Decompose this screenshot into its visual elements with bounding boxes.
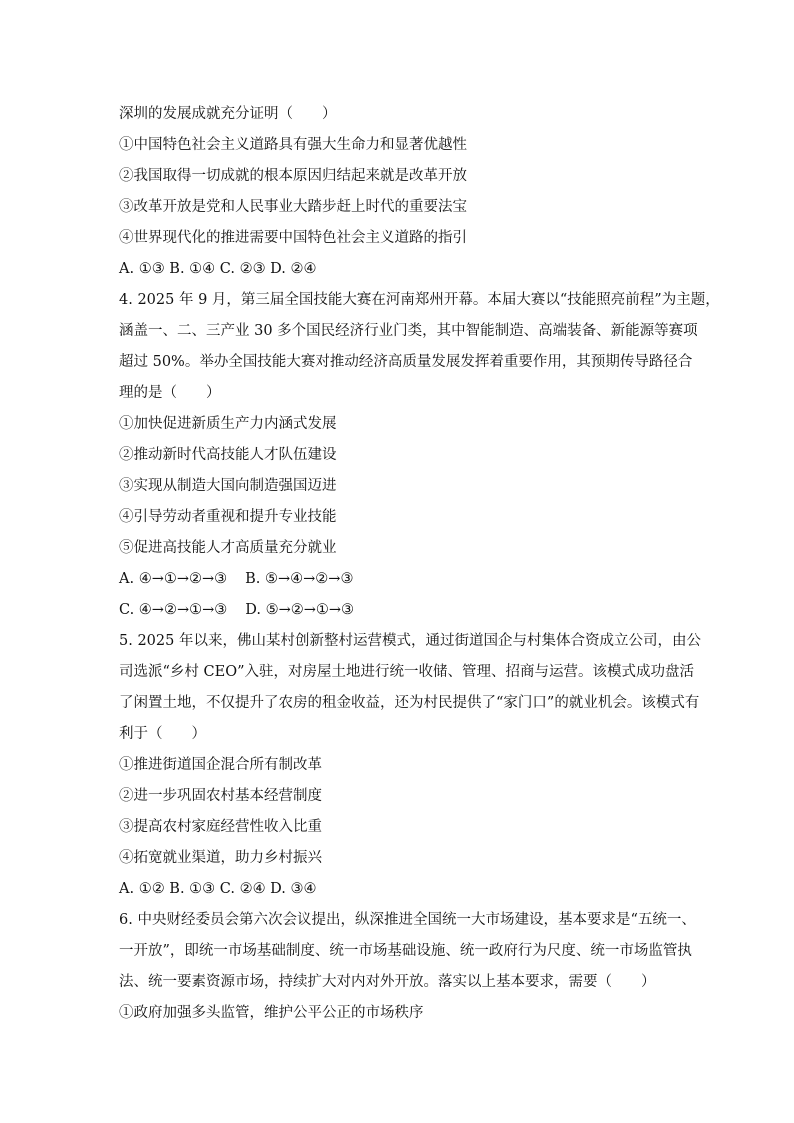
q3-item-3: ③改革开放是党和人民事业大踏步赶上时代的重要法宝 [119,199,467,215]
q4-stem-line-4: 理的是（ ） [119,385,221,401]
page-content [119,99,720,1029]
q4-option-c: C. ④→②→①→③ [119,602,228,618]
q6-item-1: ①政府加强多头监管，维护公平公正的市场秩序 [119,1005,424,1021]
q5-item-2: ②进一步巩固农村基本经营制度 [119,788,322,804]
q5-stem-line-1: 5. 2025 年以来，佛山某村创新整村运营模式，通过街道国企与村集体合资成立公司，由公 [119,633,701,649]
q5-stem-line-4: 利于（ ） [119,726,206,742]
q4-item-3: ③实现从制造大国向制造强国迈进 [119,478,337,494]
q4-option-d: D. ⑤→②→①→③ [245,602,355,618]
q3-options: A. ①③ B. ①④ C. ②③ D. ②④ [119,261,317,277]
q3-stem-tail: 深圳的发展成就充分证明（ ） [119,106,337,122]
q4-item-2: ②推动新时代高技能人才队伍建设 [119,447,337,463]
q5-item-4: ④拓宽就业渠道，助力乡村振兴 [119,850,322,866]
q3-item-1: ①中国特色社会主义道路具有强大生命力和显著优越性 [119,137,467,153]
q4-item-5: ⑤促进高技能人才高质量充分就业 [119,540,337,556]
q3-item-4: ④世界现代化的推进需要中国特色社会主义道路的指引 [119,230,467,246]
q4-options-row-2 [119,595,679,626]
q6-stem-line-3: 法、统一要素资源市场，持续扩大对内对外开放。落实以上基本要求，需要（ ） [119,974,656,990]
q4-options-row-1 [119,564,679,595]
q4-stem-line-1: 4. 2025 年 9 月，第三届全国技能大赛在河南郑州开幕。本届大赛以“技能照亮前程”为主题， [119,292,720,308]
q5-stem-line-3: 了闲置土地，不仅提升了农房的租金收益，还为村民提供了“家门口”的就业机会。该模式有 [119,695,700,711]
q4-item-4: ④引导劳动者重视和提升专业技能 [119,509,337,525]
q4-option-a: A. ④→①→②→③ [119,571,228,587]
q6-stem-line-2: 一开放”，即统一市场基础制度、统一市场基础设施、统一政府行为尺度、统一市场监管执 [119,943,692,959]
q5-item-3: ③提高农村家庭经营性收入比重 [119,819,322,835]
q5-item-1: ①推进街道国企混合所有制改革 [119,757,322,773]
q4-item-1: ①加快促进新质生产力内涵式发展 [119,416,337,432]
q5-options: A. ①② B. ①③ C. ②④ D. ③④ [119,881,317,897]
q6-stem-line-1: 6. 中央财经委员会第六次会议提出，纵深推进全国统一大市场建设，基本要求是“五统一、 [119,912,696,928]
q5-stem-line-2: 司选派“乡村 CEO”入驻，对房屋土地进行统一收储、管理、招商与运营。该模式成功盘活 [119,664,694,680]
q4-stem-line-3: 超过 50%。举办全国技能大赛对推动经济高质量发展发挥着重要作用，其预期传导路径合 [119,354,693,370]
q4-stem-line-2: 涵盖一、二、三产业 30 多个国民经济行业门类，其中智能制造、高端装备、新能源等赛项 [119,323,698,339]
q4-option-b: B. ⑤→④→②→③ [245,571,354,587]
q3-item-2: ②我国取得一切成就的根本原因归结起来就是改革开放 [119,168,467,184]
